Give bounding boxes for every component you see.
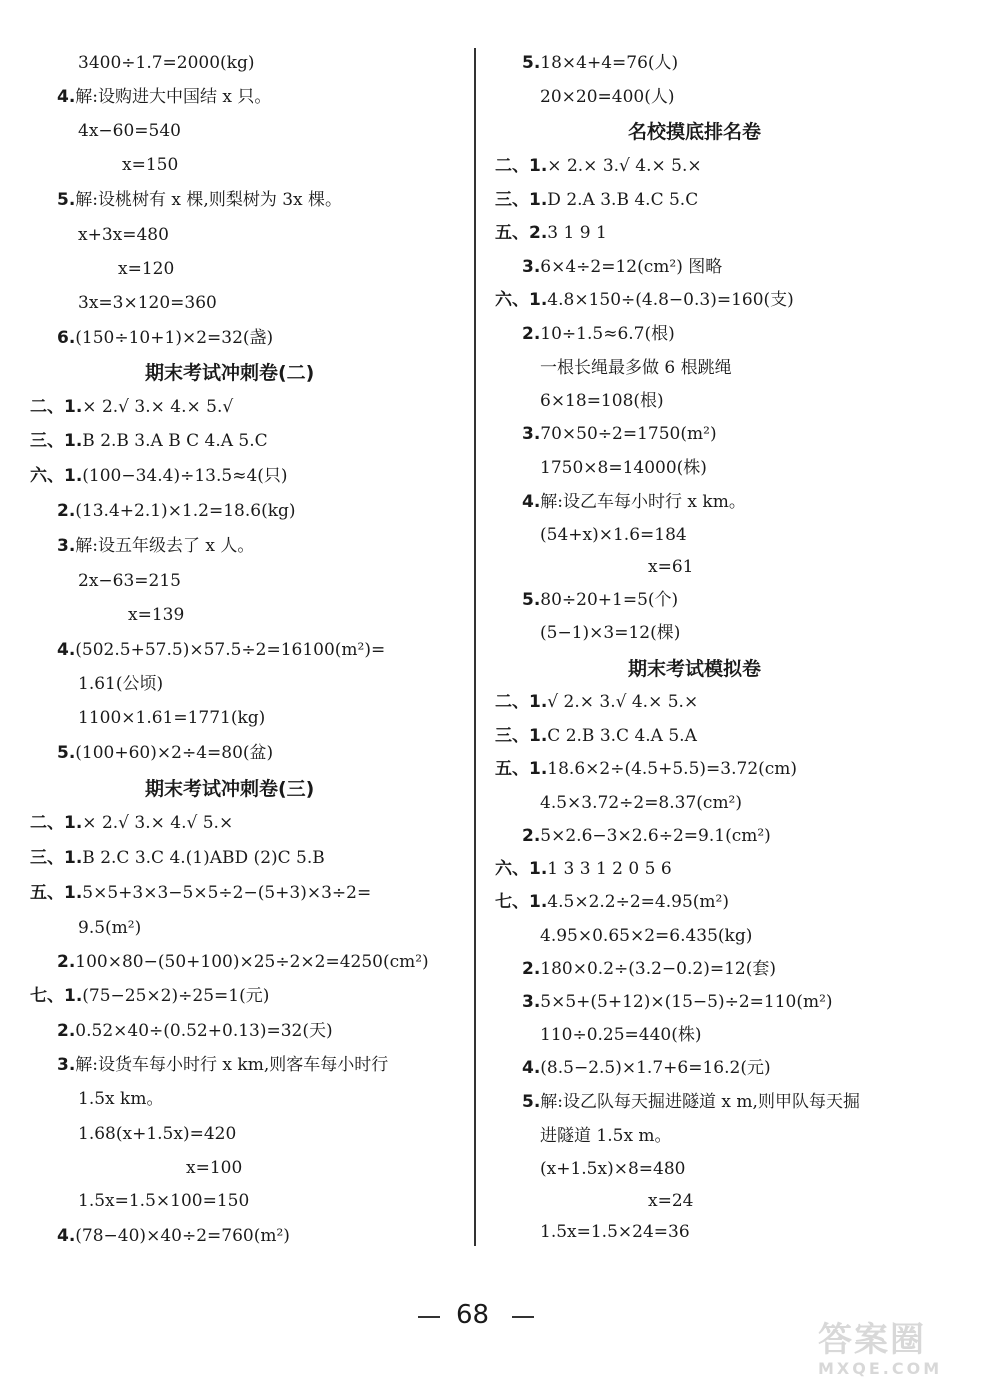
answer-line bbox=[30, 882, 371, 904]
answer-line bbox=[30, 396, 233, 418]
question-number: 5. bbox=[522, 1092, 541, 1112]
answer-text: 1 3 3 1 2 0 5 6 bbox=[547, 859, 672, 879]
answer-line bbox=[648, 556, 693, 578]
answer-text: (5−1)×3=12(棵) bbox=[540, 623, 681, 643]
question-number: 5. bbox=[522, 53, 541, 73]
answer-line bbox=[540, 1221, 690, 1243]
question-number: 4. bbox=[57, 640, 76, 660]
answer-text: 4.5×3.72÷2=8.37(cm²) bbox=[540, 793, 743, 813]
answer-text: x=24 bbox=[648, 1191, 694, 1211]
answer-text: 1.5x=1.5×100=150 bbox=[78, 1191, 250, 1211]
answer-text: 80÷20+1=5(个) bbox=[540, 590, 679, 610]
answer-line bbox=[78, 120, 181, 142]
question-number: 七、1. bbox=[30, 986, 83, 1006]
answer-line bbox=[495, 289, 794, 311]
answer-line bbox=[57, 535, 254, 557]
answer-line bbox=[78, 570, 181, 592]
answer-line bbox=[78, 224, 169, 246]
answer-text: 1.68(x+1.5x)=420 bbox=[78, 1124, 237, 1144]
answer-line bbox=[522, 825, 771, 847]
question-number: 六、1. bbox=[30, 466, 83, 486]
question-number: 4. bbox=[522, 1058, 541, 1078]
watermark-url: MXQE.COM bbox=[818, 1359, 943, 1378]
page-number-dash-left bbox=[418, 1316, 440, 1318]
answer-line bbox=[522, 1057, 771, 1079]
answer-text: 1100×1.61=1771(kg) bbox=[78, 708, 266, 728]
answer-text: 18×4+4=76(人) bbox=[540, 53, 679, 73]
question-number: 3. bbox=[522, 992, 541, 1012]
question-number: 3. bbox=[57, 1055, 76, 1075]
question-number: 二、1. bbox=[30, 397, 83, 417]
answer-text: 解:设乙队每天掘进隧道 x m,则甲队每天掘 bbox=[540, 1092, 860, 1112]
answer-text: (150÷10+1)×2=32(盏) bbox=[75, 328, 274, 348]
answer-text: 1.5x km。 bbox=[78, 1089, 164, 1109]
heading-text: 期末考试冲刺卷(二) bbox=[145, 362, 315, 384]
answer-text: 2x−63=215 bbox=[78, 571, 181, 591]
answer-text: 180×0.2÷(3.2−0.2)=12(套) bbox=[540, 959, 776, 979]
answer-text: 解:设乙车每小时行 x km。 bbox=[540, 492, 746, 512]
answer-text: x=150 bbox=[122, 155, 179, 175]
answer-line bbox=[78, 917, 141, 939]
answer-line bbox=[128, 604, 184, 626]
answer-text: 3 1 9 1 bbox=[547, 223, 607, 243]
answer-text: 进隧道 1.5x m。 bbox=[540, 1126, 672, 1146]
answer-line bbox=[495, 858, 672, 880]
answer-line bbox=[57, 639, 385, 661]
answer-text: (100−34.4)÷13.5≈4(只) bbox=[82, 466, 288, 486]
answer-line bbox=[78, 707, 265, 729]
question-number: 七、1. bbox=[495, 892, 548, 912]
answer-text: 解:设购进大中国结 x 只。 bbox=[75, 87, 272, 107]
section-heading bbox=[145, 777, 314, 801]
answer-line bbox=[57, 1054, 388, 1076]
question-number: 4. bbox=[57, 1226, 76, 1246]
answer-text: √ 2.× 3.√ 4.× 5.× bbox=[547, 692, 699, 712]
answer-line bbox=[30, 430, 268, 452]
answer-line bbox=[30, 847, 325, 869]
answer-line bbox=[57, 500, 296, 522]
answer-text: 1750×8=14000(株) bbox=[540, 458, 707, 478]
watermark-logo bbox=[818, 1312, 994, 1380]
answer-text: 4.5×2.2÷2=4.95(m²) bbox=[547, 892, 729, 912]
answer-line bbox=[78, 1088, 163, 1110]
answer-text: (8.5−2.5)×1.7+6=16.2(元) bbox=[540, 1058, 771, 1078]
question-number: 五、1. bbox=[30, 883, 83, 903]
answer-line bbox=[57, 1020, 333, 1042]
answer-text: 解:设五年级去了 x 人。 bbox=[75, 536, 255, 556]
question-number: 6. bbox=[57, 328, 76, 348]
answer-line bbox=[540, 357, 732, 379]
question-number: 3. bbox=[522, 424, 541, 444]
answer-line bbox=[540, 457, 707, 479]
answer-text: 6×18=108(根) bbox=[540, 391, 664, 411]
answer-line bbox=[495, 891, 729, 913]
answer-line bbox=[522, 991, 833, 1013]
answer-text: x+3x=480 bbox=[78, 225, 169, 245]
question-number: 五、2. bbox=[495, 223, 548, 243]
answer-line bbox=[540, 622, 680, 644]
answer-text: 9.5(m²) bbox=[78, 918, 142, 938]
answer-line bbox=[495, 725, 697, 747]
answer-line bbox=[522, 423, 717, 445]
answer-text: × 2.√ 3.× 4.√ 5.× bbox=[82, 813, 234, 833]
answer-text: 4.8×150÷(4.8−0.3)=160(支) bbox=[547, 290, 794, 310]
question-number: 2. bbox=[57, 1021, 76, 1041]
answer-line bbox=[57, 189, 342, 211]
answer-line bbox=[78, 673, 163, 695]
answer-line bbox=[495, 758, 797, 780]
answer-line bbox=[495, 222, 607, 244]
answer-text: (75−25×2)÷25=1(元) bbox=[82, 986, 270, 1006]
answer-text: 5×5+3×3−5×5÷2−(5+3)×3÷2= bbox=[82, 883, 372, 903]
answer-line bbox=[540, 86, 674, 108]
answer-line bbox=[522, 256, 722, 278]
answer-text: (502.5+57.5)×57.5÷2=16100(m²)= bbox=[75, 640, 386, 660]
page-number: 68 bbox=[456, 1300, 490, 1330]
answer-text: x=61 bbox=[648, 557, 694, 577]
answer-text: 6×4÷2=12(cm²) 图略 bbox=[540, 257, 723, 277]
answer-line bbox=[522, 52, 678, 74]
answer-text: C 2.B 3.C 4.A 5.A bbox=[547, 726, 697, 746]
answer-text: 一根长绳最多做 6 根跳绳 bbox=[540, 358, 732, 378]
question-number: 三、1. bbox=[495, 190, 548, 210]
answer-line bbox=[78, 292, 217, 314]
answer-line bbox=[522, 589, 678, 611]
answer-text: 解:设货车每小时行 x km,则客车每小时行 bbox=[75, 1055, 389, 1075]
answer-line bbox=[540, 925, 752, 947]
watermark-text: 答案圈 bbox=[818, 1320, 926, 1360]
question-number: 5. bbox=[57, 743, 76, 763]
answer-line bbox=[540, 524, 687, 546]
answer-line bbox=[540, 1024, 702, 1046]
answer-text: 10÷1.5≈6.7(根) bbox=[540, 324, 675, 344]
question-number: 3. bbox=[522, 257, 541, 277]
question-number: 4. bbox=[57, 87, 76, 107]
answer-line bbox=[57, 327, 273, 349]
page-number-dash-right bbox=[512, 1316, 534, 1318]
answer-text: 70×50÷2=1750(m²) bbox=[540, 424, 717, 444]
question-number: 二、1. bbox=[30, 813, 83, 833]
answer-text: (100+60)×2÷4=80(盆) bbox=[75, 743, 274, 763]
answer-text: 1.61(公顷) bbox=[78, 674, 164, 694]
answer-line bbox=[57, 86, 271, 108]
question-number: 二、1. bbox=[495, 692, 548, 712]
answer-line bbox=[522, 958, 776, 980]
answer-text: (13.4+2.1)×1.2=18.6(kg) bbox=[75, 501, 296, 521]
answer-text: 3x=3×120=360 bbox=[78, 293, 217, 313]
question-number: 2. bbox=[522, 826, 541, 846]
answer-text: (78−40)×40÷2=760(m²) bbox=[75, 1226, 290, 1246]
question-number: 三、1. bbox=[495, 726, 548, 746]
answer-text: 20×20=400(人) bbox=[540, 87, 675, 107]
answer-line bbox=[30, 465, 288, 487]
question-number: 4. bbox=[522, 492, 541, 512]
answer-line bbox=[522, 1091, 860, 1113]
answer-text: (54+x)×1.6=184 bbox=[540, 525, 687, 545]
answer-line bbox=[57, 951, 429, 973]
answer-line bbox=[540, 792, 742, 814]
answer-line bbox=[495, 155, 702, 177]
answer-line bbox=[30, 812, 233, 834]
answer-text: 5×2.6−3×2.6÷2=9.1(cm²) bbox=[540, 826, 771, 846]
answer-line bbox=[122, 154, 178, 176]
answer-text: x=139 bbox=[128, 605, 185, 625]
column-divider bbox=[474, 48, 476, 1246]
heading-text: 期末考试模拟卷 bbox=[628, 658, 762, 680]
answer-text: B 2.C 3.C 4.(1)ABD (2)C 5.B bbox=[82, 848, 325, 868]
answer-line bbox=[30, 985, 269, 1007]
answer-line bbox=[186, 1157, 242, 1179]
question-number: 六、1. bbox=[495, 290, 548, 310]
question-number: 二、1. bbox=[495, 156, 548, 176]
answer-line bbox=[78, 52, 255, 74]
answer-line bbox=[540, 390, 664, 412]
answer-text: 4.95×0.65×2=6.435(kg) bbox=[540, 926, 753, 946]
question-number: 2. bbox=[57, 501, 76, 521]
question-number: 2. bbox=[57, 952, 76, 972]
answer-line bbox=[118, 258, 174, 280]
section-heading bbox=[145, 361, 314, 385]
answer-text: x=100 bbox=[186, 1158, 243, 1178]
answer-line bbox=[522, 491, 746, 513]
answer-text: 3400÷1.7=2000(kg) bbox=[78, 53, 255, 73]
answer-text: 5×5+(5+12)×(15−5)÷2=110(m²) bbox=[540, 992, 833, 1012]
question-number: 三、1. bbox=[30, 431, 83, 451]
answer-text: × 2.× 3.√ 4.× 5.× bbox=[547, 156, 702, 176]
answer-text: B 2.B 3.A B C 4.A 5.C bbox=[82, 431, 268, 451]
answer-text: 100×80−(50+100)×25÷2×2=4250(cm²) bbox=[75, 952, 429, 972]
answer-text: 解:设桃树有 x 棵,则梨树为 3x 棵。 bbox=[75, 190, 343, 210]
question-number: 五、1. bbox=[495, 759, 548, 779]
question-number: 六、1. bbox=[495, 859, 548, 879]
answer-line bbox=[540, 1125, 672, 1147]
section-heading bbox=[628, 120, 761, 144]
answer-text: 1.5x=1.5×24=36 bbox=[540, 1222, 690, 1242]
answer-line bbox=[522, 323, 675, 345]
answer-text: 4x−60=540 bbox=[78, 121, 181, 141]
answer-line bbox=[648, 1190, 693, 1212]
heading-text: 名校摸底排名卷 bbox=[628, 121, 762, 143]
answer-text: x=120 bbox=[118, 259, 175, 279]
answer-line bbox=[540, 1158, 685, 1180]
answer-text: D 2.A 3.B 4.C 5.C bbox=[547, 190, 699, 210]
answer-text: 0.52×40÷(0.52+0.13)=32(天) bbox=[75, 1021, 333, 1041]
question-number: 2. bbox=[522, 324, 541, 344]
answer-line bbox=[78, 1190, 249, 1212]
answer-text: × 2.√ 3.× 4.× 5.√ bbox=[82, 397, 234, 417]
heading-text: 期末考试冲刺卷(三) bbox=[145, 778, 315, 800]
answer-line bbox=[78, 1123, 236, 1145]
question-number: 5. bbox=[57, 190, 76, 210]
answer-line bbox=[495, 691, 698, 713]
answer-text: (x+1.5x)×8=480 bbox=[540, 1159, 686, 1179]
answer-line bbox=[495, 189, 698, 211]
section-heading bbox=[628, 657, 761, 681]
question-number: 5. bbox=[522, 590, 541, 610]
answer-line bbox=[57, 1225, 290, 1247]
question-number: 3. bbox=[57, 536, 76, 556]
question-number: 三、1. bbox=[30, 848, 83, 868]
question-number: 2. bbox=[522, 959, 541, 979]
answer-text: 18.6×2÷(4.5+5.5)=3.72(cm) bbox=[547, 759, 798, 779]
answer-text: 110÷0.25=440(株) bbox=[540, 1025, 702, 1045]
answer-line bbox=[57, 742, 273, 764]
